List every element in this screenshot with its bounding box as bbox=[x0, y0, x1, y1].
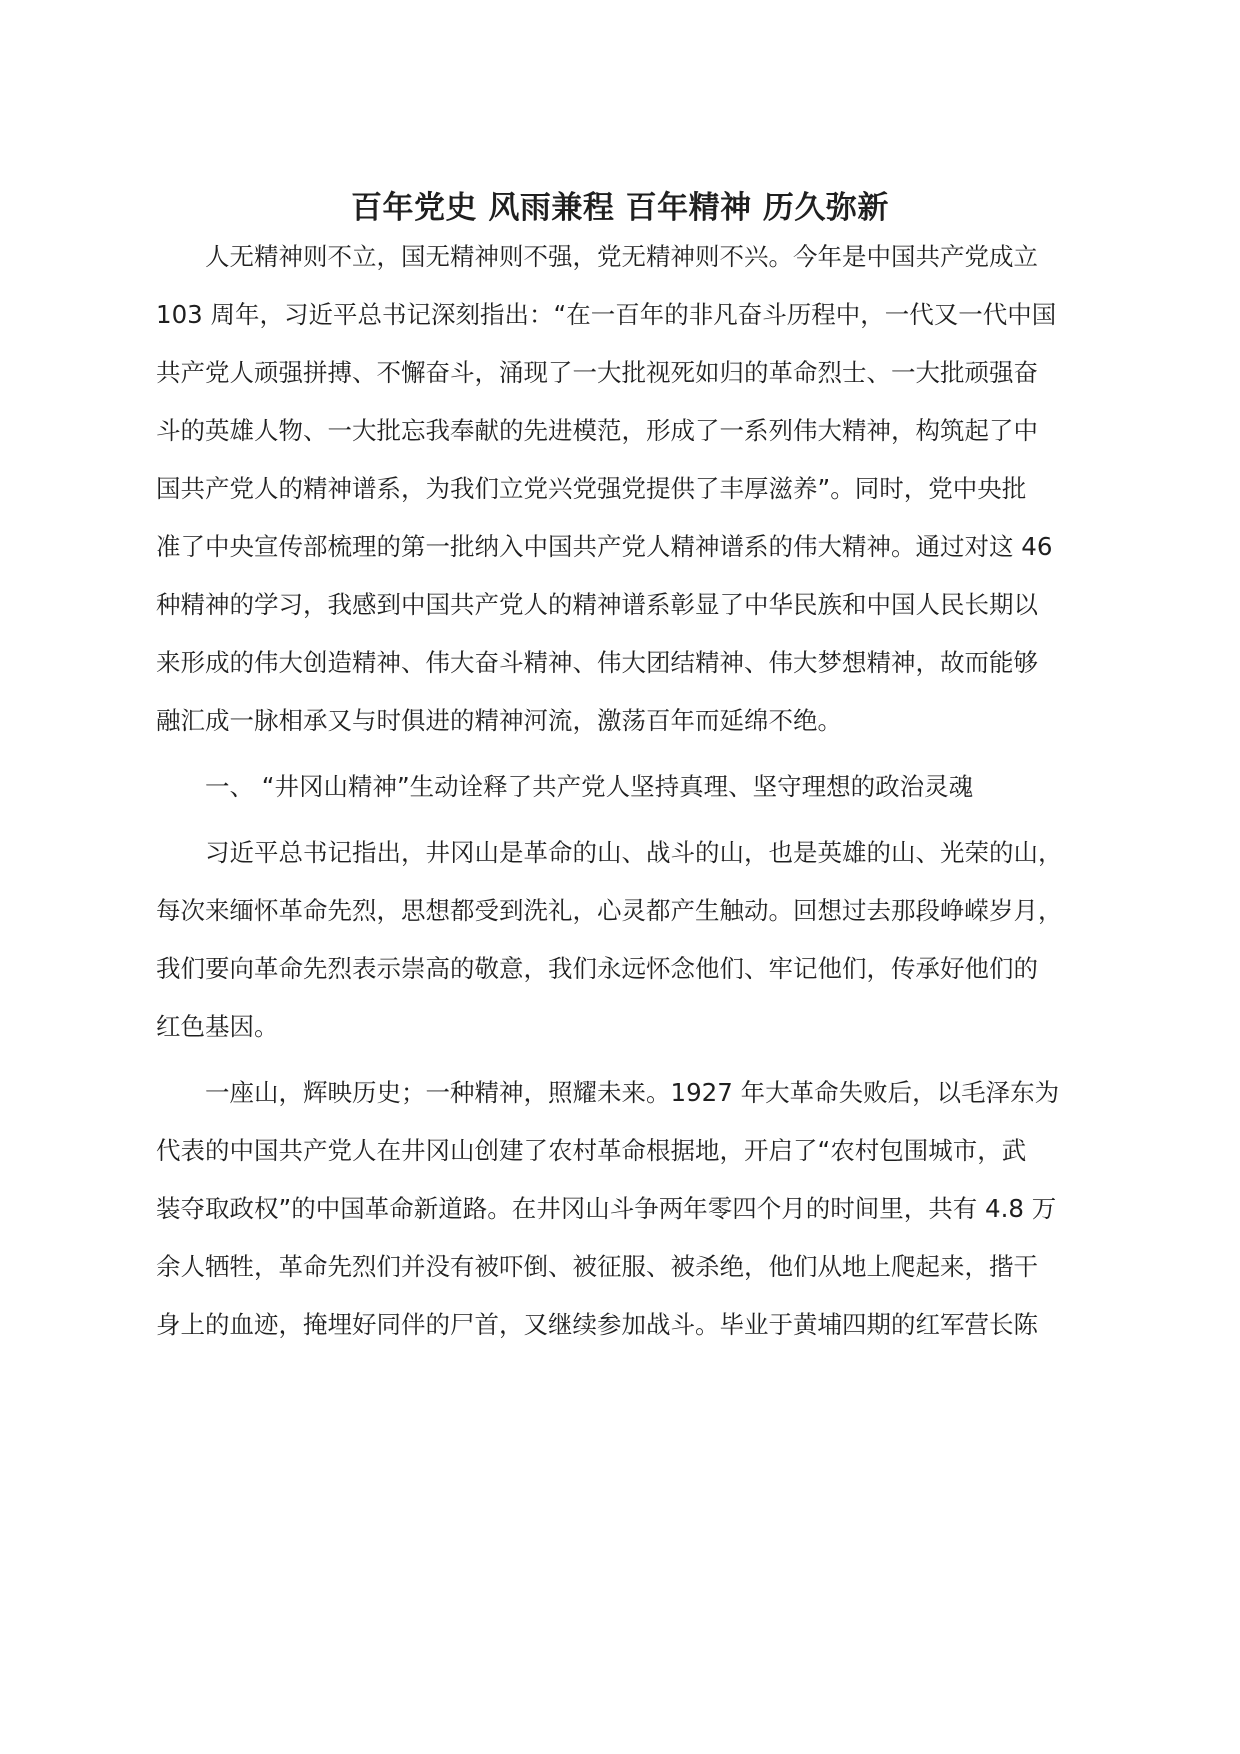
paragraph-1-line-3: 共产党人顽强拼搏、不懈奋斗，涌现了一大批视死如归的革命烈士、一大批顽强奋 bbox=[156, 358, 1038, 387]
paragraph-1-line-6: 准了中央宣传部梳理的第一批纳入中国共产党人精神谱系的伟大精神。通过对这 46 bbox=[156, 532, 1053, 561]
paragraph-4-line-1: 一座山，辉映历史；一种精神，照耀未来。1927 年大革命失败后，以毛泽东为 bbox=[205, 1078, 1060, 1107]
paragraph-4-line-3: 装夺取政权”的中国革命新道路。在井冈山斗争两年零四个月的时间里，共有 4.8 万 bbox=[156, 1194, 1057, 1223]
paragraph-4-line-2: 代表的中国共产党人在井冈山创建了农村革命根据地，开启了“农村包围城市，武 bbox=[156, 1136, 1027, 1165]
paragraph-3-line-1: 习近平总书记指出，井冈山是革命的山、战斗的山，也是英雄的山、光荣的山， bbox=[205, 838, 1063, 867]
paragraph-1-line-5: 国共产党人的精神谱系，为我们立党兴党强党提供了丰厚滋养”。同时，党中央批 bbox=[156, 474, 1027, 503]
section-heading-1: 一、 “井冈山精神”生动诠释了共产党人坚持真理、坚守理想的政治灵魂 bbox=[205, 772, 974, 801]
paragraph-1-line-8: 来形成的伟大创造精神、伟大奋斗精神、伟大团结精神、伟大梦想精神，故而能够 bbox=[156, 648, 1038, 677]
paragraph-3-line-4: 红色基因。 bbox=[156, 1012, 279, 1041]
paragraph-4-line-4: 余人牺牲，革命先烈们并没有被吓倒、被征服、被杀绝，他们从地上爬起来，揩干 bbox=[156, 1252, 1038, 1281]
document-title: 百年党史 风雨兼程 百年精神 历久弥新 bbox=[351, 190, 889, 226]
paragraph-1-line-9: 融汇成一脉相承又与时俱进的精神河流，激荡百年而延绵不绝。 bbox=[156, 706, 842, 735]
paragraph-3-line-2: 每次来缅怀革命先烈，思想都受到洗礼，心灵都产生触动。回想过去那段峥嵘岁月， bbox=[156, 896, 1063, 925]
paragraph-4-line-5: 身上的血迹，掩埋好同伴的尸首，又继续参加战斗。毕业于黄埔四期的红军营长陈 bbox=[156, 1310, 1038, 1339]
paragraph-1-line-4: 斗的英雄人物、一大批忘我奉献的先进模范，形成了一系列伟大精神，构筑起了中 bbox=[156, 416, 1038, 445]
paragraph-3-line-3: 我们要向革命先烈表示崇高的敬意，我们永远怀念他们、牢记他们，传承好他们的 bbox=[156, 954, 1038, 983]
paragraph-1-line-1: 人无精神则不立，国无精神则不强，党无精神则不兴。今年是中国共产党成立 bbox=[205, 242, 1038, 271]
paragraph-1-line-2: 103 周年，习近平总书记深刻指出：“在一百年的非凡奋斗历程中，一代又一代中国 bbox=[156, 300, 1057, 329]
paragraph-1-line-7: 种精神的学习，我感到中国共产党人的精神谱系彰显了中华民族和中国人民长期以 bbox=[156, 590, 1038, 619]
